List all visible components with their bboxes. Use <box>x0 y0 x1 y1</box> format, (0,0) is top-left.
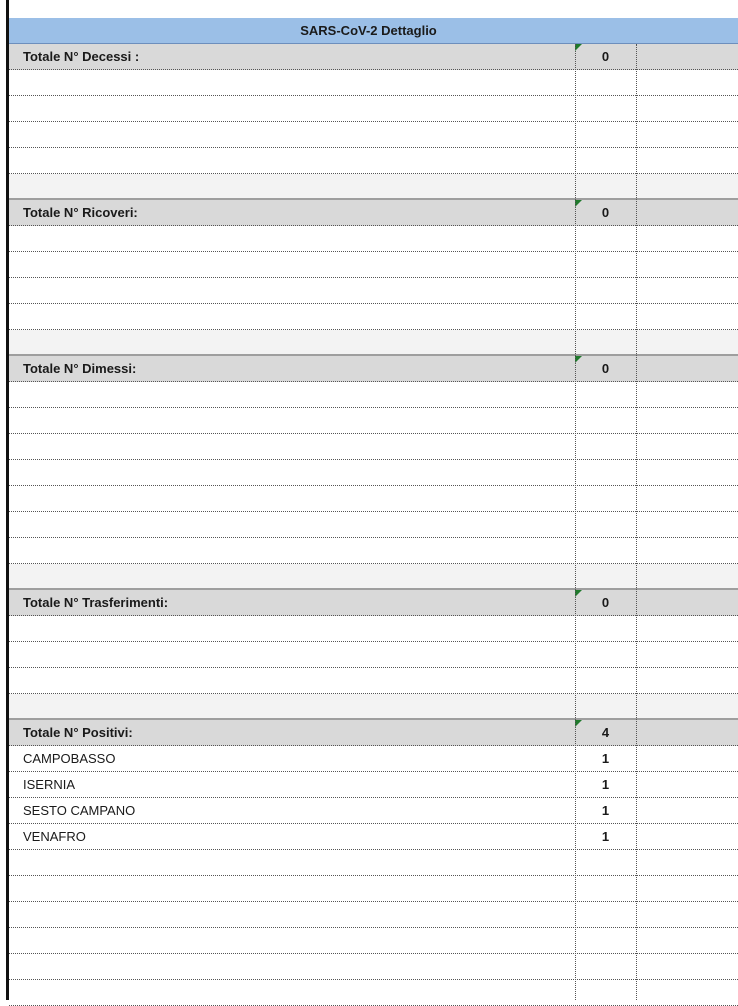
empty-row[interactable] <box>9 642 738 668</box>
section-total-value[interactable]: 4 <box>601 725 610 740</box>
empty-row[interactable] <box>9 876 738 902</box>
section-spacer-row[interactable] <box>9 330 738 356</box>
empty-row[interactable] <box>9 850 738 876</box>
municipality-count[interactable]: 1 <box>601 777 610 792</box>
municipality-name: ISERNIA <box>23 777 76 792</box>
empty-row[interactable] <box>9 668 738 694</box>
empty-row[interactable] <box>9 382 738 408</box>
sheet-title[interactable]: SARS-CoV-2 Dettaglio <box>9 18 738 44</box>
municipality-name: SESTO CAMPANO <box>23 803 136 818</box>
municipality-count[interactable]: 1 <box>601 803 610 818</box>
empty-row[interactable] <box>9 148 738 174</box>
section-total-label: Totale N° Decessi : <box>23 49 140 64</box>
section-total-row[interactable] <box>9 200 738 226</box>
table-row[interactable] <box>9 746 738 772</box>
empty-row[interactable] <box>9 408 738 434</box>
section-spacer-row[interactable] <box>9 564 738 590</box>
section-total-label: Totale N° Positivi: <box>23 725 133 740</box>
section-total-row[interactable] <box>9 590 738 616</box>
empty-row[interactable] <box>9 980 738 1006</box>
empty-row[interactable] <box>9 96 738 122</box>
column-divider-value-left <box>575 44 576 1000</box>
section-total-label: Totale N° Dimessi: <box>23 361 137 376</box>
empty-row[interactable] <box>9 122 738 148</box>
table-row[interactable] <box>9 798 738 824</box>
section-total-value[interactable]: 0 <box>601 595 610 610</box>
section-total-label: Totale N° Trasferimenti: <box>23 595 169 610</box>
section-total-row[interactable] <box>9 356 738 382</box>
empty-row[interactable] <box>9 512 738 538</box>
table-row[interactable] <box>9 772 738 798</box>
table-row[interactable] <box>9 824 738 850</box>
empty-row[interactable] <box>9 954 738 980</box>
empty-row[interactable] <box>9 538 738 564</box>
municipality-name: VENAFRO <box>23 829 86 844</box>
section-total-row[interactable] <box>9 720 738 746</box>
empty-row[interactable] <box>9 486 738 512</box>
empty-row[interactable] <box>9 928 738 954</box>
empty-row[interactable] <box>9 304 738 330</box>
section-total-value[interactable]: 0 <box>601 49 610 64</box>
empty-row[interactable] <box>9 278 738 304</box>
empty-row[interactable] <box>9 226 738 252</box>
empty-row[interactable] <box>9 460 738 486</box>
section-total-value[interactable]: 0 <box>601 205 610 220</box>
section-spacer-row[interactable] <box>9 694 738 720</box>
section-spacer-row[interactable] <box>9 174 738 200</box>
section-total-row[interactable] <box>9 44 738 70</box>
empty-row[interactable] <box>9 70 738 96</box>
empty-row[interactable] <box>9 902 738 928</box>
municipality-name: CAMPOBASSO <box>23 751 116 766</box>
municipality-count[interactable]: 1 <box>601 751 610 766</box>
section-total-label: Totale N° Ricoveri: <box>23 205 138 220</box>
column-divider-value-right <box>636 44 637 1000</box>
section-total-value[interactable]: 0 <box>601 361 610 376</box>
empty-row[interactable] <box>9 434 738 460</box>
empty-row[interactable] <box>9 252 738 278</box>
municipality-count[interactable]: 1 <box>601 829 610 844</box>
empty-row[interactable] <box>9 616 738 642</box>
